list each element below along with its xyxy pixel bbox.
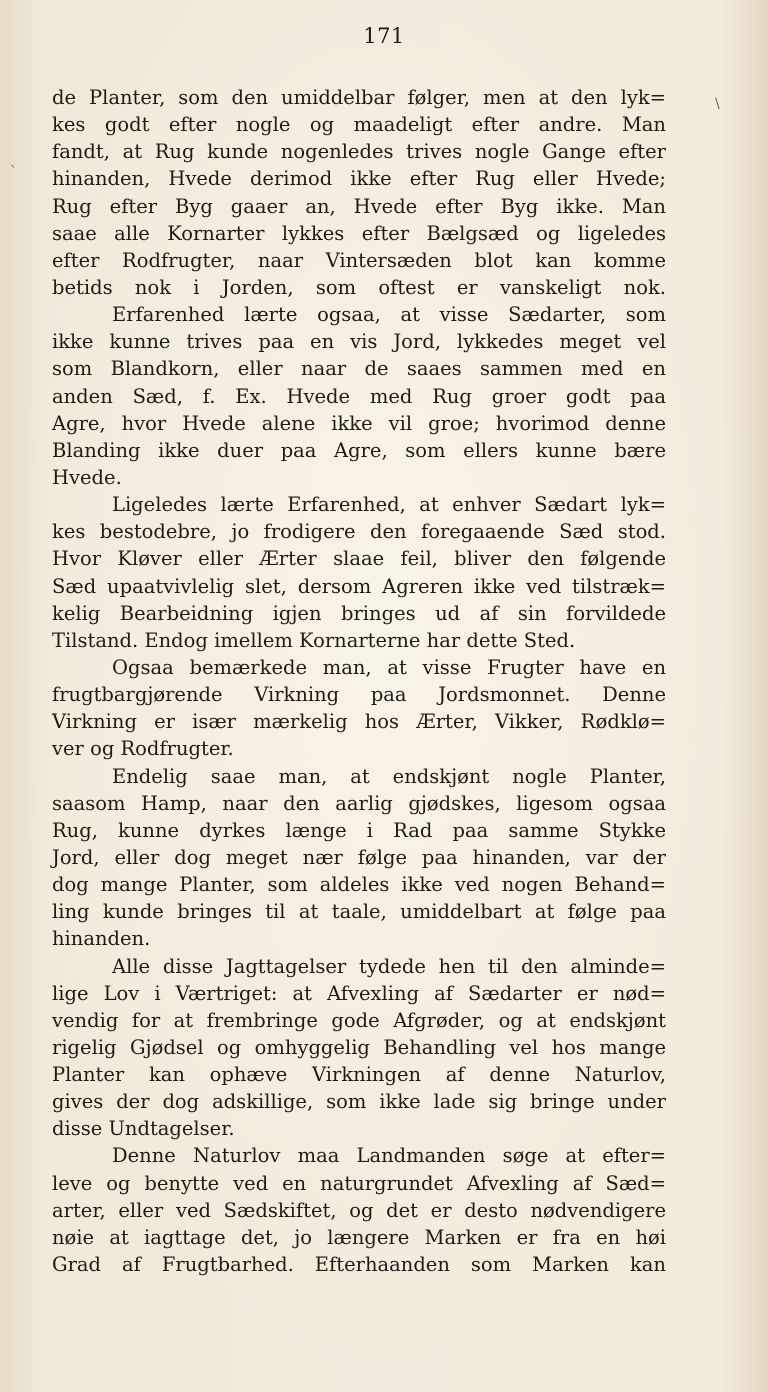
text-line: betids nok i Jorden, som oftest er vanskeligt nok. [52, 275, 666, 299]
text-line: vendig for at frembringe gode Afgrøder, og at endskjønt [52, 1008, 666, 1032]
text-line: Rug efter Byg gaaer an, Hvede efter Byg ikke. Man [52, 194, 666, 218]
text-line: Planter kan ophæve Virkningen af denne Naturlov, [52, 1063, 666, 1087]
text-line: Virkning er især mærkelig hos Ærter, Vikker, Rødklø= [52, 710, 666, 734]
text-line: Tilstand. Endog imellem Kornarterne har dette Sted. [52, 628, 576, 652]
text-line: dog mange Planter, som aldeles ikke ved nogen Behand= [52, 873, 666, 897]
text-line: lige Lov i Værtriget: at Afvexling af Sædarter er nød= [52, 981, 666, 1005]
text-line: kelig Bearbeidning igjen bringes ud af sin forvildede [52, 601, 666, 625]
text-line: frugtbargjørende Virkning paa Jordsmonnet. Denne [52, 683, 666, 707]
text-line: Denne Naturlov maa Landmanden søge at efter= [112, 1144, 666, 1168]
text-line: disse Undtagelser. [52, 1117, 235, 1141]
text-line: kes bestodebre, jo frodigere den foregaaende Sæd stod. [52, 520, 666, 544]
text-line: Hvede. [52, 465, 122, 489]
text-line: Rug, kunne dyrkes længe i Rad paa samme Stykke [52, 818, 666, 842]
page-number: 171 [363, 24, 405, 48]
text-line: som Blandkorn, eller naar de saaes sammen med en [52, 357, 666, 381]
text-line: hinanden. [52, 927, 151, 951]
text-line: Agre, hvor Hvede alene ikke vil groe; hvorimod denne [52, 411, 666, 435]
text-line: saae alle Kornarter lykkes efter Bælgsæd og ligeledes [52, 221, 666, 245]
text-line: hinanden, Hvede derimod ikke efter Rug eller Hvede; [52, 167, 666, 191]
text-line: Ligeledes lærte Erfarenhed, at enhver Sædart lyk= [112, 493, 666, 517]
text-line: Alle disse Jagttagelser tydede hen til den alminde= [112, 954, 666, 978]
text-line: Ogsaa bemærkede man, at visse Frugter have en [112, 655, 666, 679]
text-line: ver og Rodfrugter. [52, 737, 234, 761]
margin-mark: \ [715, 96, 720, 112]
text-line: Sæd upaatvivlelig slet, dersom Agreren ikke ved tilstræk= [52, 574, 666, 598]
text-line: leve og benytte ved en naturgrundet Afvexling af Sæd= [52, 1171, 666, 1195]
text-line: Blanding ikke duer paa Agre, som ellers kunne bære [52, 438, 666, 462]
text-line: anden Sæd, f. Ex. Hvede med Rug groer godt paa [52, 384, 666, 408]
text-line: Grad af Frugtbarhed. Efterhaanden som Marken kan [52, 1253, 666, 1277]
text-line: Endelig saae man, at endskjønt nogle Planter, [112, 764, 666, 788]
body-text [52, 84, 666, 1278]
text-line: rigelig Gjødsel og omhyggelig Behandling vel hos mange [52, 1035, 666, 1059]
text-line: saasom Hamp, naar den aarlig gjødskes, ligesom ogsaa [52, 791, 666, 815]
text-line: nøie at iagttage det, jo længere Marken er fra en høi [52, 1225, 666, 1249]
text-line: Jord, eller dog meget nær følge paa hinanden, var der [52, 845, 666, 869]
text-line: Erfarenhed lærte ogsaa, at visse Sædarter, som [112, 303, 666, 327]
text-line: arter, eller ved Sædskiftet, og det er desto nødvendigere [52, 1198, 666, 1222]
text-line: ikke kunne trives paa en vis Jord, lykkedes meget vel [52, 330, 666, 354]
text-line: fandt, at Rug kunde nogenledes trives nogle Gange efter [52, 140, 666, 164]
margin-mark: ` [10, 164, 17, 180]
text-line: ling kunde bringes til at taale, umiddelbart at følge paa [52, 900, 666, 924]
text-line: de Planter, som den umiddelbar følger, men at den lyk= [52, 86, 666, 109]
text-line: Hvor Kløver eller Ærter slaae feil, bliver den følgende [52, 547, 666, 571]
text-line: kes godt efter nogle og maadeligt efter andre. Man [52, 113, 666, 137]
text-line: gives der dog adskillige, som ikke lade sig bringe under [52, 1090, 666, 1114]
text-line: efter Rodfrugter, naar Vintersæden blot kan komme [52, 248, 666, 272]
